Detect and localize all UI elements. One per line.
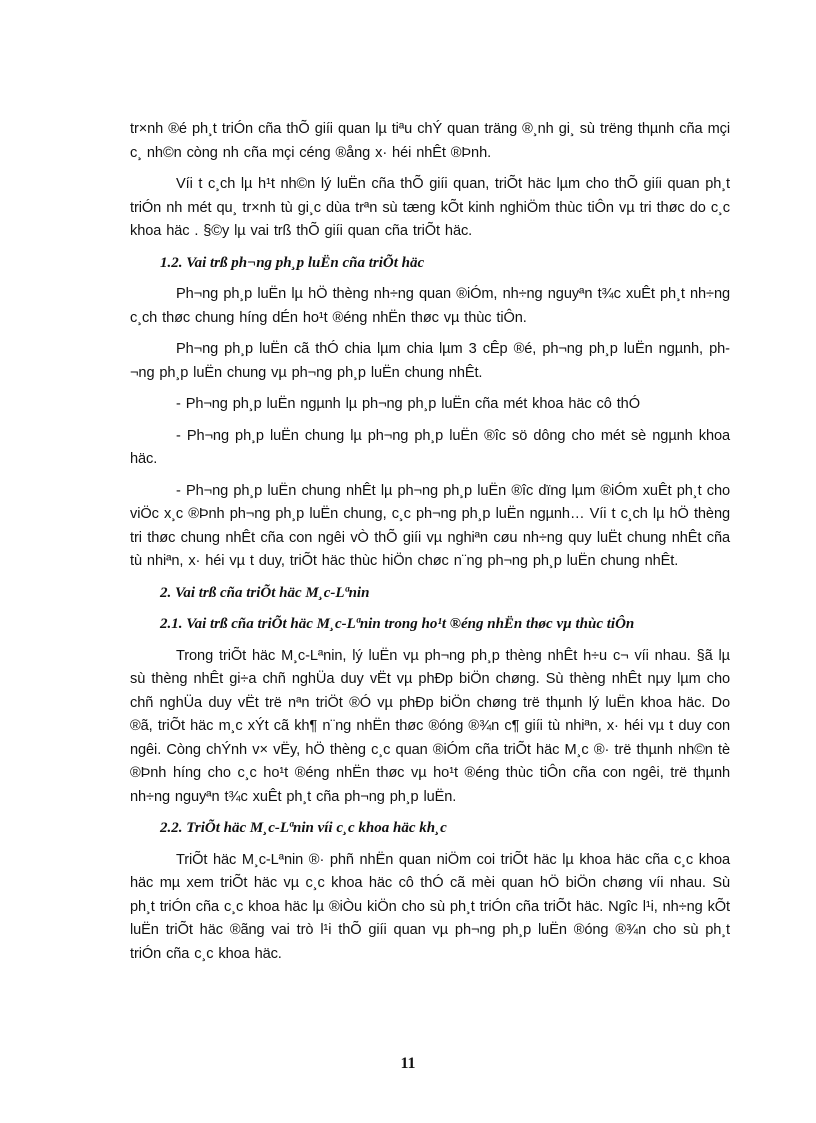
paragraph: - Ph¬ng ph¸p luËn chung nhÊt lµ ph¬ng ph¸p luËn ®îc dïng lµm ®iÓm xuÊt ph¸t cho viÖc x¸c ®Þnh ph¬ng ph¸p luËn chung, c¸c ph¬ng ph¸p luËn ngµnh… Víi t c¸ch lµ hÖ thèng tri thøc chung nhÊt cña con ngêi vÒ thÕ giíi vµ nghiªn cøu nh÷ng quy luËt chung nhÊt cña tù nhiªn, x· héi vµ t duy, triÕt häc thùc hiÖn chøc n¨ng ph¬ng ph¸p luËn chung nhÊt.	[130, 482, 730, 569]
paragraph: Víi t c¸ch lµ h¹t nh©n lý luËn cña thÕ giíi quan, triÕt häc lµm cho thÕ giíi quan ph¸t triÓn nh mét qu¸ tr×nh tù gi¸c dùa trªn sù tæng kÕt kinh nghiÖm thùc tiÔn vµ tri thøc do c¸c khoa häc . §©y lµ vai trß thÕ giíi quan cña triÕt häc.	[130, 176, 730, 239]
section-heading: 2.2. TriÕt häc M¸c-Lªnin víi c¸c khoa häc kh¸c	[160, 820, 447, 836]
paragraph: Ph¬ng ph¸p luËn cã thÓ chia lµm chia lµm 3 cÊp ®é, ph¬ng ph¸p luËn ngµnh, ph¬ng ph¸p luËn chung vµ ph¬ng ph¸p luËn chung nhÊt.	[130, 341, 730, 381]
section-heading: 2.1. Vai trß cña triÕt häc M¸c-Lªnin trong ho¹t ®éng nhËn thøc vµ thùc tiÔn	[160, 616, 635, 632]
page-number: 11	[400, 1055, 416, 1072]
paragraph: TriÕt häc M¸c-Lªnin ®· phñ nhËn quan niÖm coi triÕt häc lµ khoa häc cña c¸c khoa häc mµ xem triÕt häc vµ c¸c khoa häc cô thÓ cã mèi quan hÖ biÖn chøng víi nhau. Sù ph¸t triÓn cña c¸c khoa häc lµ ®iÒu kiÖn cho sù ph¸t triÓn cña triÕt häc. Ngîc l¹i, nh÷ng kÕt luËn triÕt häc ®ãng vai trò l¹i thÕ giíi quan vµ ph¬ng ph¸p luËn ®óng ®¾n cho sù ph¸t triÓn cña c¸c khoa häc.	[130, 851, 730, 962]
paragraph: Ph¬ng ph¸p luËn lµ hÖ thèng nh÷ng quan ®iÓm, nh÷ng nguyªn t¾c xuÊt ph¸t nh÷ng c¸ch thøc chung híng dÉn ho¹t ®éng nhËn thøc vµ thùc tiÔn.	[130, 286, 730, 326]
section-heading: 1.2. Vai trß ph¬ng ph¸p luËn cña triÕt häc	[160, 254, 425, 271]
section-heading: 2. Vai trß cña triÕt häc M¸c-Lªnin	[160, 584, 370, 601]
paragraph: Trong triÕt häc M¸c-Lªnin, lý luËn vµ ph¬ng ph¸p thèng nhÊt h÷u c¬ víi nhau. §ã lµ sù thèng nhÊt gi÷a chñ nghÜa duy vËt vµ phÐp biÖn chøng. Sù thèng nhÊt nµy lµm cho chñ nghÜa duy vËt trë nªn triÖt ®Ó vµ phÐp biÖn chøng trë thµnh lý luËn khoa häc. Do ®ã, triÕt häc m¸c xÝt cã kh¶ n¨ng nhËn thøc ®óng ®¾n c¶ giíi tù nhiªn, x· héi vµ t duy con ngêi. Còng chÝnh v× vËy, hÖ thèng c¸c quan ®iÓm cña triÕt häc M¸c ®· trë thµnh nh©n tè ®Þnh híng cho c¸c ho¹t ®éng nhËn thøc vµ ho¹t ®éng thùc tiÔn cña con ngêi, trë thµnh nh÷ng nguyªn t¾c xuÊt ph¸t cña ph¬ng ph¸p luËn.	[130, 647, 730, 805]
paragraph: tr×nh ®é ph¸t triÓn cña thÕ giíi quan lµ tiªu chÝ quan träng ®¸nh gi¸ sù trëng thµnh cña mçi c¸ nh©n còng nh cña mçi céng ®ång x· héi nhÊt ®Þnh.	[130, 121, 730, 161]
paragraph: - Ph¬ng ph¸p luËn chung lµ ph¬ng ph¸p luËn ®îc sö dông cho mét sè ngµnh khoa häc.	[130, 427, 730, 467]
paragraph: - Ph¬ng ph¸p luËn ngµnh lµ ph¬ng ph¸p luËn cña mét khoa häc cô thÓ	[176, 396, 640, 412]
page-content	[130, 118, 730, 974]
